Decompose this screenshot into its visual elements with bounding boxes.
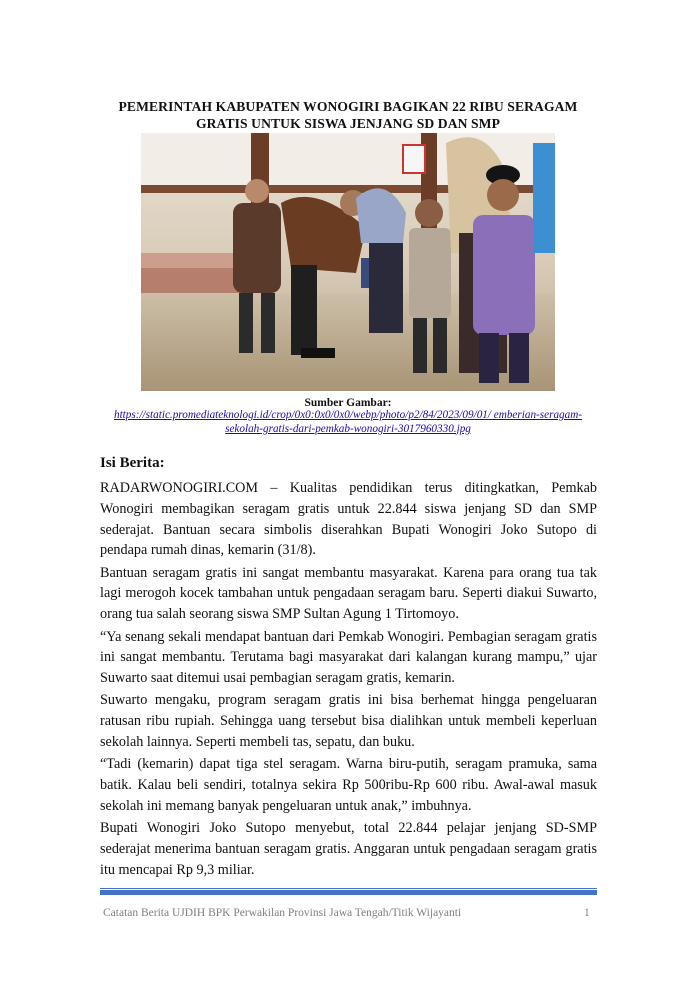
footer-divider-thick — [100, 890, 597, 895]
footer-divider-thin — [100, 888, 597, 889]
article-paragraph: “Tadi (kemarin) dapat tiga stel seragam. Warna biru-putih, seragam pramuka, sama batik. Kalau beli sendiri, totalnya sekira Rp 500ribu-Rp 600 ribu. Awal-awal masuk sekolah ini memang banyak pengeluaran untuk anak,” imbuhnya. — [100, 756, 597, 814]
page-number: 1 — [584, 907, 590, 919]
news-photo — [141, 133, 555, 391]
image-source-link[interactable] — [60, 409, 636, 436]
article-body — [100, 478, 597, 882]
article-paragraph: Suwarto mengaku, program seragam gratis ini bisa berhemat hingga pengeluaran ratusan ribu rupiah. Sehingga uang tersebut bisa dialihkan untuk membeli keperluan sekolah lainnya. Seperti membeli tas, sepatu, dan buku. — [100, 692, 597, 751]
footer-text: Catatan Berita UJDIH BPK Perwakilan Provinsi Jawa Tengah/Titik Wijayanti — [103, 907, 462, 919]
image-caption-label: Sumber Gambar: — [304, 397, 392, 409]
news-photo-illustration — [141, 133, 555, 391]
article-paragraph: “Ya senang sekali mendapat bantuan dari Pemkab Wonogiri. Pembagian seragam gratis ini sangat membantu. Terutama bagi masyarakat dari kalangan kurang mampu,” ujar Suwarto saat ditemui usai pembagian seragam gratis, kemarin. — [100, 628, 597, 687]
article-paragraph: Bantuan seragam gratis ini sangat membantu masyarakat. Karena para orang tua tak lagi merogoh kocek tambahan untuk pengadaan seragam baru. Seperti diakui Suwarto, orang tua salah seorang siswa SMP Sultan Agung 1 Tirtomoyo. — [100, 564, 597, 623]
article-title — [60, 98, 636, 132]
section-heading: Isi Berita: — [100, 455, 165, 471]
article-paragraph: Bupati Wonogiri Joko Sutopo menyebut, total 22.844 pelajar jenjang SD-SMP sederajat menerima bantuan seragam gratis. Anggaran untuk pengadaan seragam gratis itu mencapai Rp 9,3 miliar. — [100, 820, 597, 878]
image-source-link-line-2[interactable]: sekolah-gratis-dari-pemkab-wonogiri-3017960330.jpg — [225, 422, 471, 435]
article-title-line-1: PEMERINTAH KABUPATEN WONOGIRI BAGIKAN 22 RIBU SERAGAM — [118, 99, 578, 114]
image-source-link-line-1[interactable]: https://static.promediateknologi.id/crop/0x0:0x0/0x0/webp/photo/p2/84/2023/09/01/ emberian-seragam- — [113, 409, 583, 421]
article-paragraph: RADARWONOGIRI.COM – Kualitas pendidikan terus ditingkatkan, Pemkab Wonogiri membagikan seragam gratis untuk 22.844 siswa jenjang SD dan SMP sederajat. Bantuan secara simbolis diserahkan Bupati Wonogiri Joko Sutopo di pendapa rumah dinas, kemarin (31/8). — [100, 480, 597, 559]
article-title-line-2: GRATIS UNTUK SISWA JENJANG SD DAN SMP — [195, 116, 501, 131]
